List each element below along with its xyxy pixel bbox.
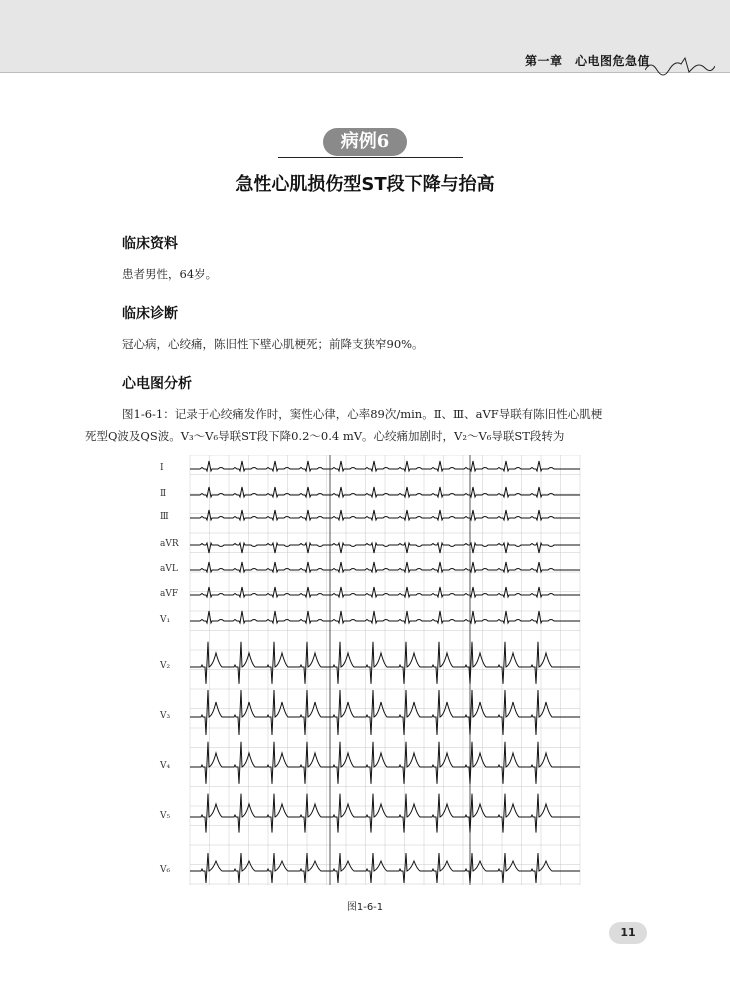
ecg-grid [190,455,580,885]
case-divider [278,157,463,158]
case-badge: 病例6 [323,128,407,156]
ecg-analysis-line-1: 图1-6-1：记录于心绞痛发作时，窦性心律，心率89次/min。Ⅱ、Ⅲ、aVF导联有陈旧性心肌梗 [122,407,603,421]
lead-label: Ⅱ [160,489,167,499]
lead-label: Ⅰ [160,463,164,473]
clinical-info-text: 患者男性，64岁。 [122,267,218,281]
lead-label: V₅ [160,811,171,821]
lead-label: V₁ [160,615,171,625]
ecg-tracing [160,455,585,890]
lead-label: V₄ [160,761,171,771]
lead-label: aVL [160,564,178,574]
page-number: 11 [609,922,647,944]
lead-label: aVR [160,539,179,549]
section-heading-diagnosis: 临床诊断 [122,306,178,322]
lead-label: aVF [160,589,179,599]
ecg-analysis-line-2: 死型Q波及QS波。V₃～V₆导联ST段下降0.2～0.4 mV。心绞痛加剧时，V₂～V₆导联ST段转为 [85,429,565,443]
lead-label: V₃ [160,711,171,721]
lead-label: V₆ [160,865,171,875]
ecg-wave-icon [645,56,715,76]
diagnosis-text: 冠心病，心绞痛，陈旧性下壁心肌梗死；前降支狭窄90%。 [122,337,424,351]
lead-label: Ⅲ [160,512,169,522]
section-heading-clinical-info: 临床资料 [122,236,178,252]
lead-label: V₂ [160,661,171,671]
ecg-figure [160,455,585,890]
section-heading-ecg-analysis: 心电图分析 [122,376,192,392]
chapter-title: 第一章 心电图危急值 [525,54,651,68]
figure-caption: 图1-6-1 [346,902,384,913]
page-title: 急性心肌损伤型ST段下降与抬高 [235,174,495,195]
